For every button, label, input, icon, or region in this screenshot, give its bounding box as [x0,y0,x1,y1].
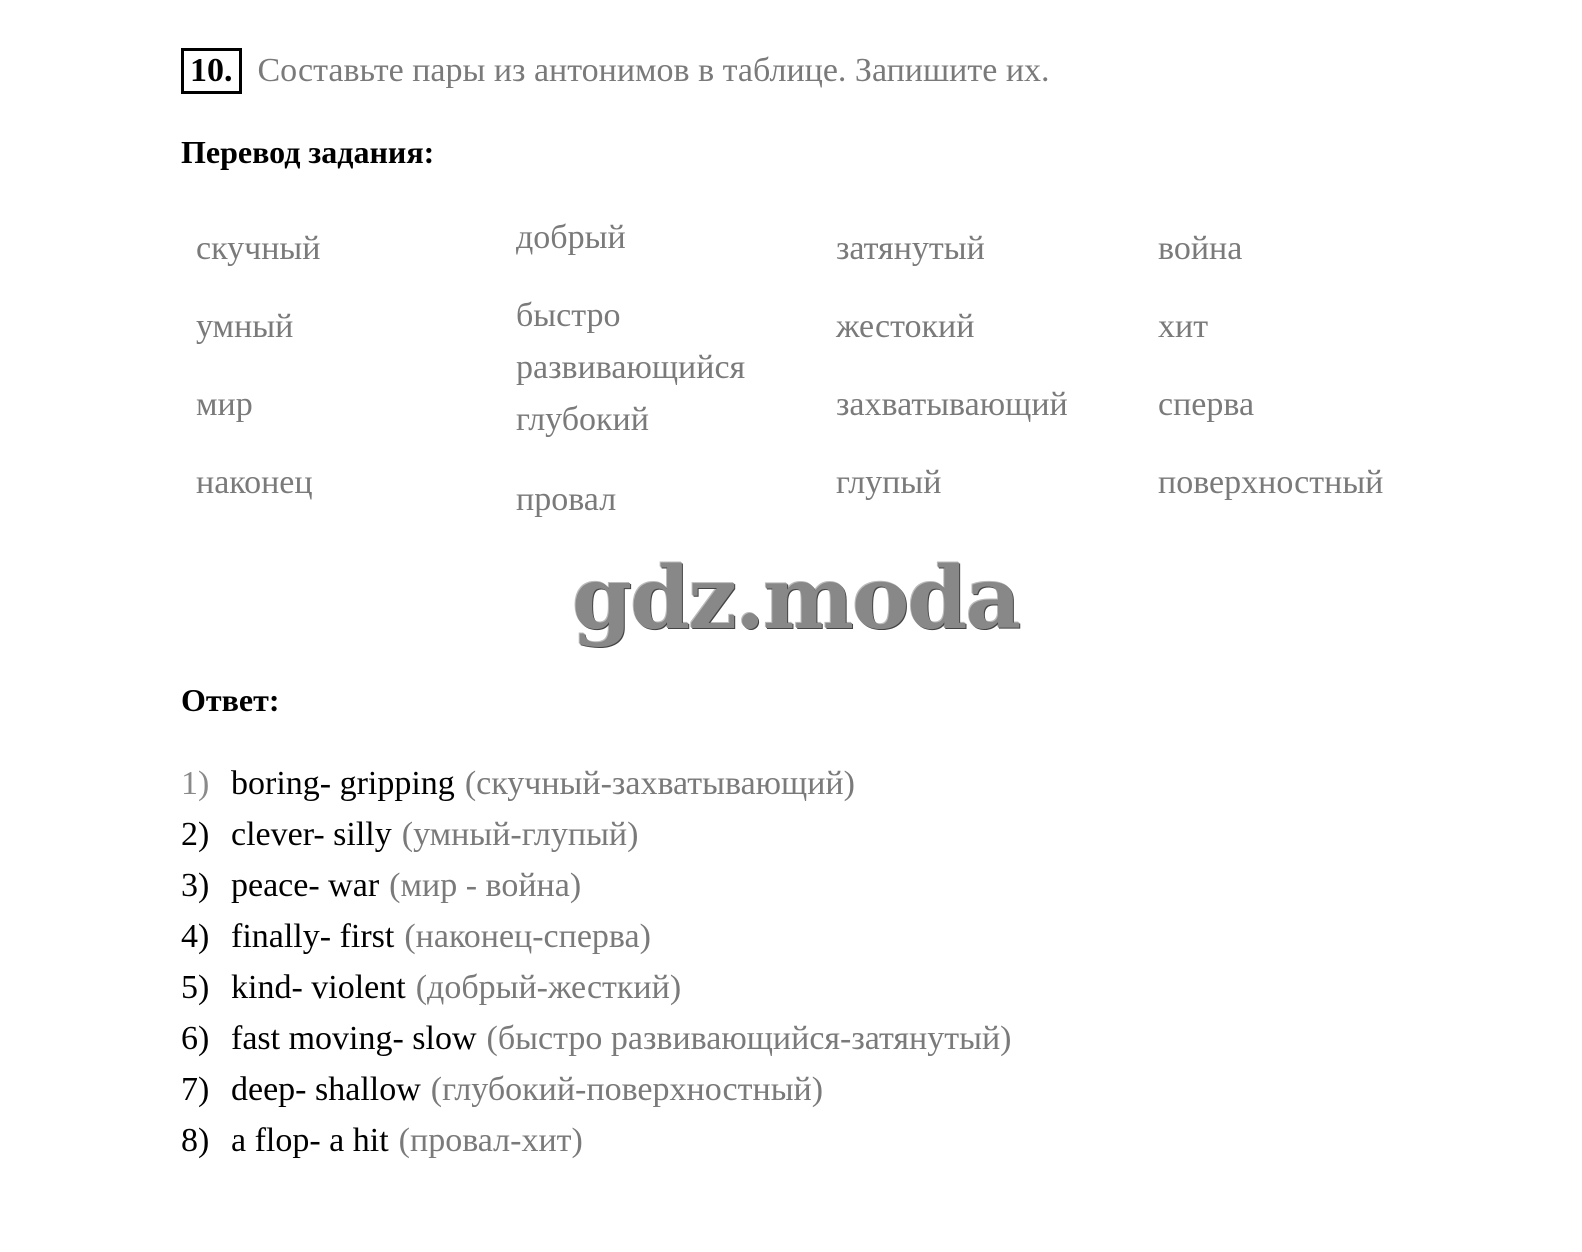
word-item: мир [196,386,253,423]
word-item: провал [516,481,617,518]
list-item [181,860,1011,911]
english-pair: fast moving- slow [231,1020,477,1057]
russian-pair: (добрый-жесткий) [415,969,682,1006]
russian-pair: (скучный-захватывающий) [464,765,855,802]
russian-pair: (наконец-сперва) [404,918,651,955]
item-number: 2) [181,816,210,853]
translation-heading: Перевод задания: [181,134,435,170]
list-item [181,962,1011,1013]
list-item [181,911,1011,962]
list-item [181,1064,1011,1115]
list-item [181,809,1011,860]
word-item: хит [1158,308,1209,345]
russian-pair: (мир - война) [389,867,582,904]
russian-pair: (глубокий-поверхностный) [430,1071,824,1108]
word-column-2 [516,210,796,550]
english-pair: a flop- a hit [231,1122,389,1159]
english-pair: finally- first [231,918,395,955]
english-pair: kind- violent [231,969,406,1006]
item-number: 4) [181,918,210,955]
task-instruction: Составьте пары из антонимов в таблице. Запишите их. [257,52,1050,89]
item-number: 8) [181,1122,210,1159]
english-pair: boring- gripping [231,765,455,802]
answer-list [181,758,1011,1166]
word-item: быстро развивающийся [516,297,746,386]
word-item: поверхностный [1158,464,1384,501]
word-item: война [1158,230,1243,267]
watermark-logo: gdz.moda [572,548,1020,649]
word-column-4 [1158,210,1383,522]
item-number: 7) [181,1071,210,1108]
word-item: захватывающий [836,386,1068,423]
list-item [181,1013,1011,1064]
item-number: 3) [181,867,210,904]
item-number: 5) [181,969,210,1006]
word-column-3 [836,210,1068,522]
word-item: жестокий [836,308,975,345]
word-item: наконец [196,464,313,501]
english-pair: peace- war [231,867,380,904]
word-item: затянутый [836,230,985,267]
english-pair: deep- shallow [231,1071,421,1108]
word-item: скучный [196,230,321,267]
word-table [0,0,1582,560]
russian-pair: (умный-глупый) [401,816,639,853]
task-number: 10. [181,48,242,94]
russian-pair: (провал-хит) [398,1122,583,1159]
word-item: глупый [836,464,942,501]
word-item: добрый [516,219,626,256]
list-item [181,1115,1011,1166]
list-item [181,758,1011,809]
item-number: 6) [181,1020,210,1057]
russian-pair: (быстро развивающийся-затянутый) [486,1020,1012,1057]
answer-heading: Ответ: [181,682,280,718]
english-pair: clever- silly [231,816,392,853]
word-item: умный [196,308,294,345]
word-column-1 [196,210,320,522]
word-item: сперва [1158,386,1255,423]
item-number: 1) [181,765,210,802]
word-item: глубокий [516,401,649,438]
